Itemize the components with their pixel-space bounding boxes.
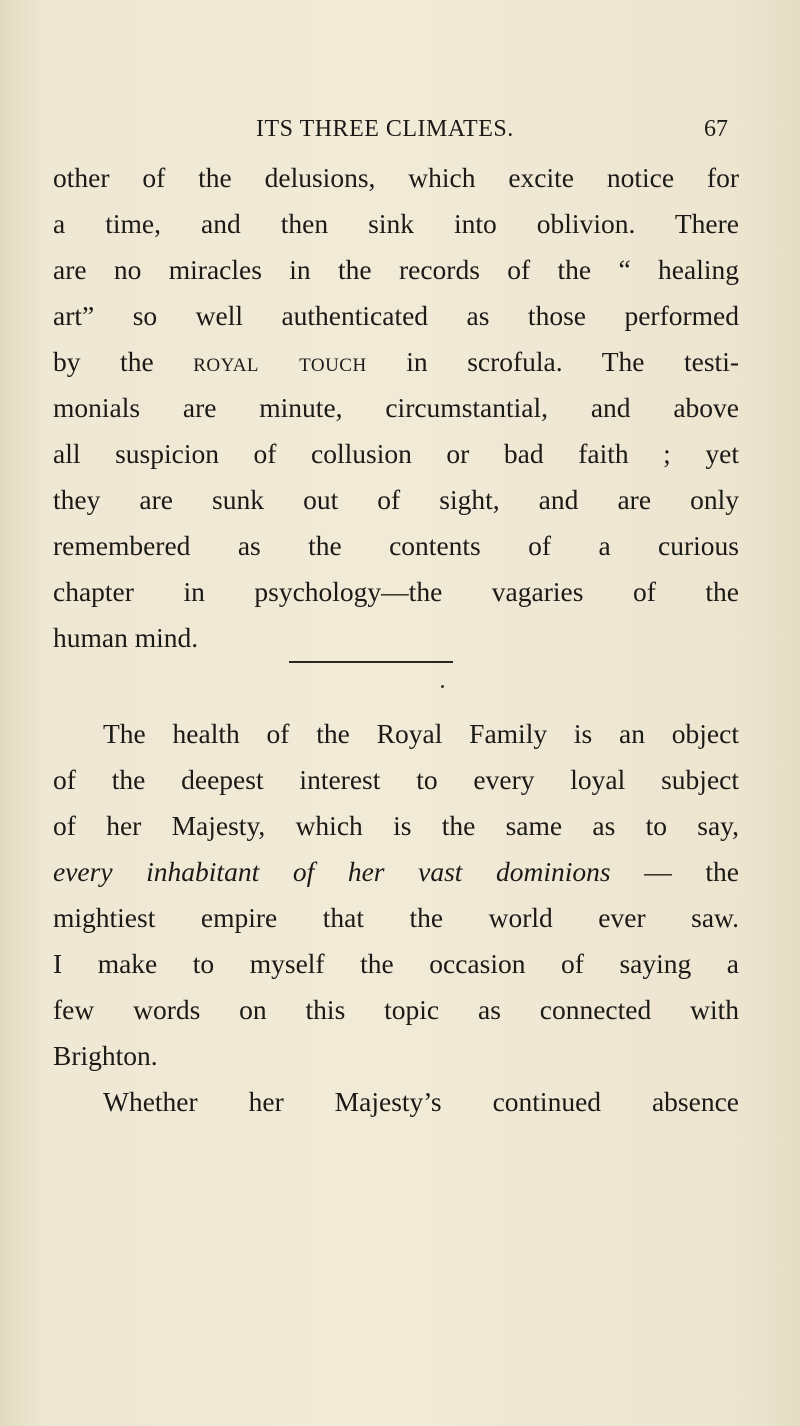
section-divider bbox=[289, 661, 453, 663]
text-line: mightiest empire that the world ever saw. bbox=[53, 902, 739, 933]
text-line: they are sunk out of sight, and are only bbox=[53, 484, 739, 515]
text-line: few words on this topic as connected with bbox=[53, 994, 739, 1025]
text-line: The health of the Royal Family is an object bbox=[103, 718, 739, 749]
text-line: art” so well authenticated as those performed bbox=[53, 300, 739, 331]
text-line: all suspicion of collusion or bad faith ; yet bbox=[53, 438, 739, 469]
text-line: I make to myself the occasion of saying a bbox=[53, 948, 739, 979]
text-line: a time, and then sink into oblivion. There bbox=[53, 208, 739, 239]
text-line: of her Majesty, which is the same as to say, bbox=[53, 810, 739, 841]
text-run: in scrofula. The testi- bbox=[366, 346, 739, 377]
text-line bbox=[53, 339, 739, 385]
text-line: Whether her Majesty’s continued absence bbox=[103, 1086, 739, 1117]
text-run: by the bbox=[53, 346, 194, 377]
running-head bbox=[0, 116, 800, 156]
text-line: other of the delusions, which excite notice for bbox=[53, 162, 739, 193]
ink-speck bbox=[441, 685, 444, 688]
text-run: — the bbox=[610, 856, 739, 887]
text-line: remembered as the contents of a curious bbox=[53, 530, 739, 561]
text-line: Brighton. bbox=[53, 1040, 158, 1071]
running-title: ITS THREE CLIMATES. bbox=[256, 116, 514, 142]
text-line bbox=[53, 849, 739, 895]
page-number: 67 bbox=[704, 116, 728, 142]
text-line: are no miracles in the records of the “ healing bbox=[53, 254, 739, 285]
text-line: human mind. bbox=[53, 622, 199, 653]
italic-phrase: every inhabitant of her vast dominions bbox=[53, 856, 611, 887]
text-line: of the deepest interest to every loyal subject bbox=[53, 764, 739, 795]
text-line: chapter in psychology—the vagaries of the bbox=[53, 576, 739, 607]
small-caps-phrase: royal touch bbox=[193, 346, 367, 377]
text-line: monials are minute, circumstantial, and above bbox=[53, 392, 739, 423]
